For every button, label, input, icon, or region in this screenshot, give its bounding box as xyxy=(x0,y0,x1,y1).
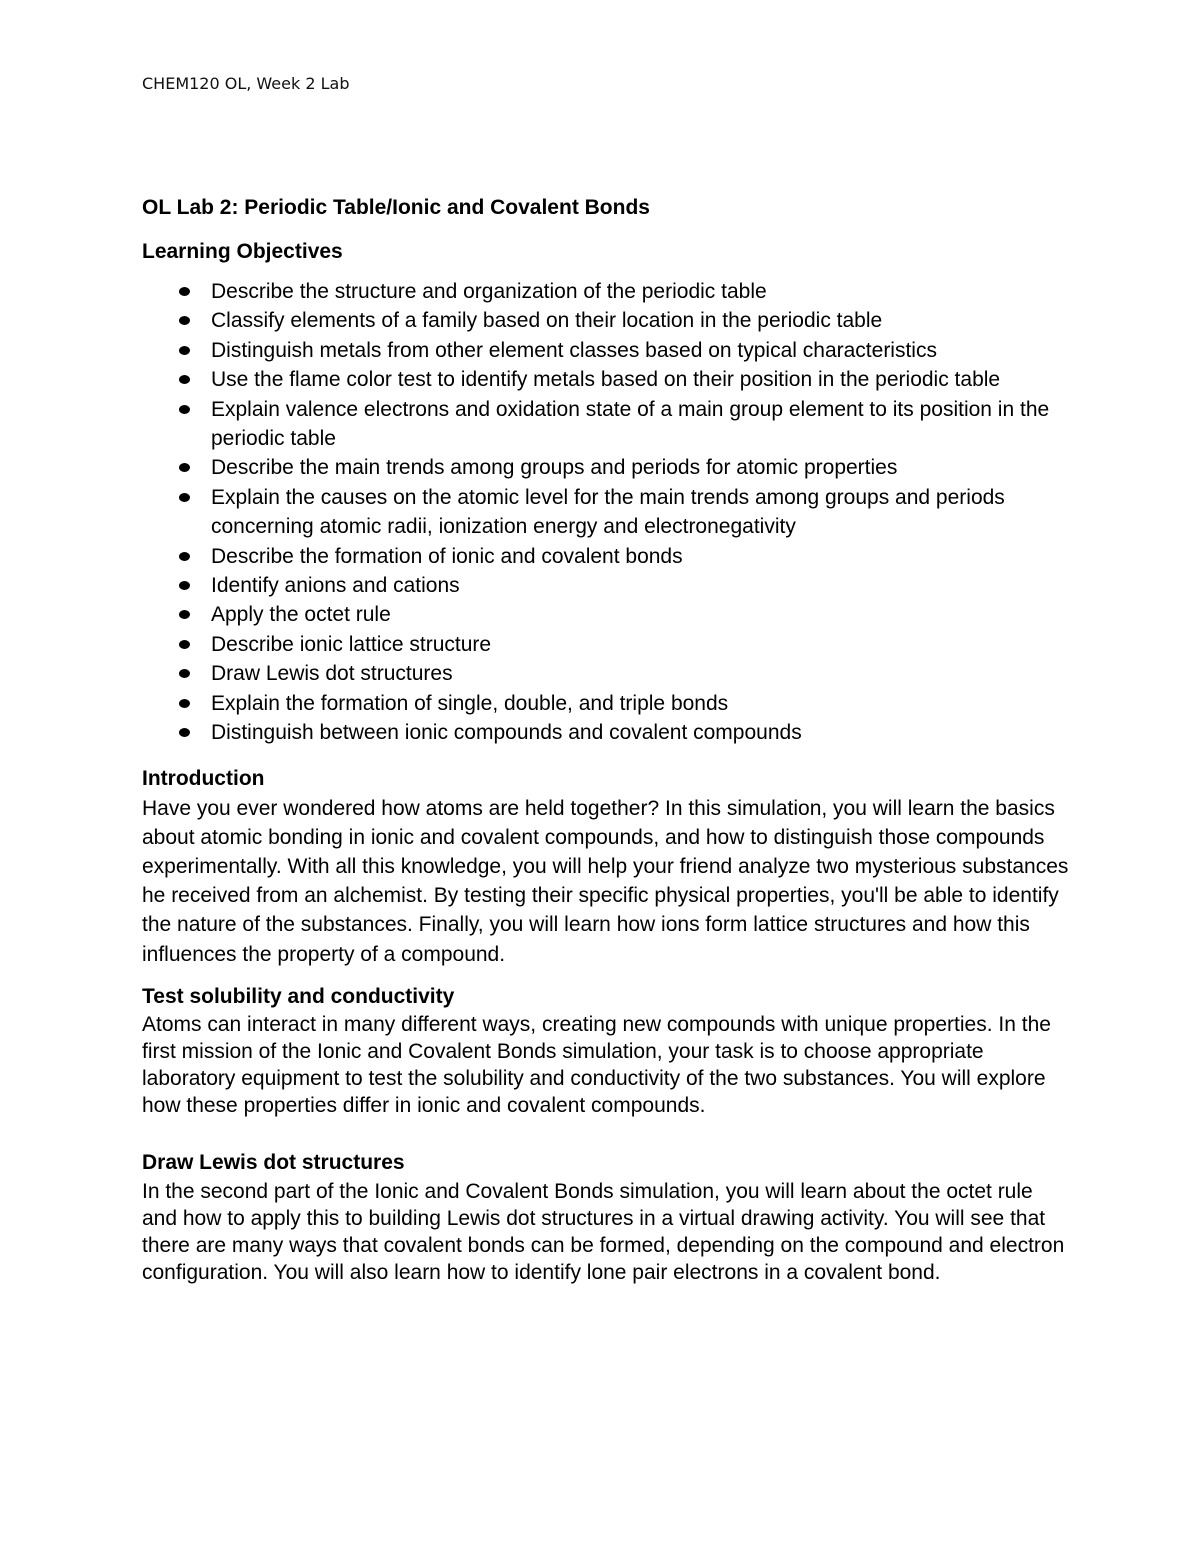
introduction-paragraph: Have you ever wondered how atoms are held together? In this simulation, you will learn the basics about atomic bonding in ionic and covalent compounds, and how to distinguish those compounds experimentally. With all this knowledge, you will help your friend analyze two mysterious substances he received from an alchemist. By testing their specific physical properties, you'll be able to identify the nature of the substances. Finally, you will learn how ions form lattice structures and how this influences the property of a compound. xyxy=(142,796,1069,966)
objective-text: Describe the formation of ionic and covalent bonds xyxy=(211,544,683,568)
bullet-icon xyxy=(179,375,190,384)
objective-item xyxy=(142,542,1072,571)
bullet-icon xyxy=(179,552,190,561)
learning-objectives-heading: Learning Objectives xyxy=(142,240,343,263)
objective-item xyxy=(142,453,1072,482)
document-title: OL Lab 2: Periodic Table/Ionic and Covalent Bonds xyxy=(142,196,650,219)
bullet-icon xyxy=(179,463,190,472)
objective-item xyxy=(142,277,1072,306)
objective-text: Distinguish metals from other element classes based on typical characteristics xyxy=(211,338,937,362)
objective-item xyxy=(142,571,1072,600)
objective-item xyxy=(142,659,1072,688)
bullet-icon xyxy=(179,669,190,678)
objective-item xyxy=(142,395,1072,454)
lewis-dot-paragraph: In the second part of the Ionic and Covalent Bonds simulation, you will learn about the octet rule and how to apply this to building Lewis dot structures in a virtual drawing activity. You will see that there are many ways that covalent bonds can be formed, depending on the compound and electron configuration. You will also learn how to identify lone pair electrons in a covalent bond. xyxy=(142,1179,1065,1285)
page-header: CHEM120 OL, Week 2 Lab xyxy=(142,74,350,93)
objective-item xyxy=(142,689,1072,718)
objective-item xyxy=(142,483,1072,542)
objective-text: Explain the formation of single, double, and triple bonds xyxy=(211,691,729,715)
objective-item xyxy=(142,336,1072,365)
objective-text: Describe ionic lattice structure xyxy=(211,632,492,656)
bullet-icon xyxy=(179,581,190,590)
objective-text: Describe the structure and organization of the periodic table xyxy=(211,280,767,303)
objective-text: Explain the causes on the atomic level for the main trends among groups and periods concerning atomic radii, ionization energy and electronegativity xyxy=(211,485,1005,539)
objective-text: Use the flame color test to identify metals based on their position in the periodic table xyxy=(211,368,1001,392)
lewis-dot-heading: Draw Lewis dot structures xyxy=(142,1150,405,1174)
test-solubility-heading: Test solubility and conductivity xyxy=(142,984,455,1008)
objective-item xyxy=(142,600,1072,629)
bullet-icon xyxy=(179,728,190,737)
objective-item xyxy=(142,630,1072,659)
test-solubility-paragraph: Atoms can interact in many different ways, creating new compounds with unique properties. In the first mission of the Ionic and Covalent Bonds simulation, your task is to choose appropriate laboratory equipment to test the solubility and conductivity of the two substances. You will explore how these properties differ in ionic and covalent compounds. xyxy=(142,1012,1051,1118)
bullet-icon xyxy=(179,610,190,619)
objective-text: Classify elements of a family based on their location in the periodic table xyxy=(211,309,883,333)
objective-item xyxy=(142,306,1072,335)
objective-text: Explain valence electrons and oxidation state of a main group element to its position in the periodic table xyxy=(211,397,1050,451)
objective-text: Identify anions and cations xyxy=(211,574,460,598)
bullet-icon xyxy=(179,316,190,325)
introduction-heading: Introduction xyxy=(142,766,265,790)
bullet-icon xyxy=(179,493,190,502)
bullet-icon xyxy=(179,405,190,414)
document-body xyxy=(142,192,1072,1286)
objective-text: Draw Lewis dot structures xyxy=(211,662,453,686)
objective-text: Distinguish between ionic compounds and covalent compounds xyxy=(211,721,802,745)
objective-text: Describe the main trends among groups and periods for atomic properties xyxy=(211,456,898,480)
bullet-icon xyxy=(179,346,190,355)
objective-item xyxy=(142,365,1072,394)
learning-objectives-list xyxy=(142,277,1072,748)
bullet-icon xyxy=(179,640,190,649)
objective-text: Apply the octet rule xyxy=(211,603,391,627)
bullet-icon xyxy=(179,287,190,296)
objective-item xyxy=(142,718,1072,747)
bullet-icon xyxy=(179,699,190,708)
